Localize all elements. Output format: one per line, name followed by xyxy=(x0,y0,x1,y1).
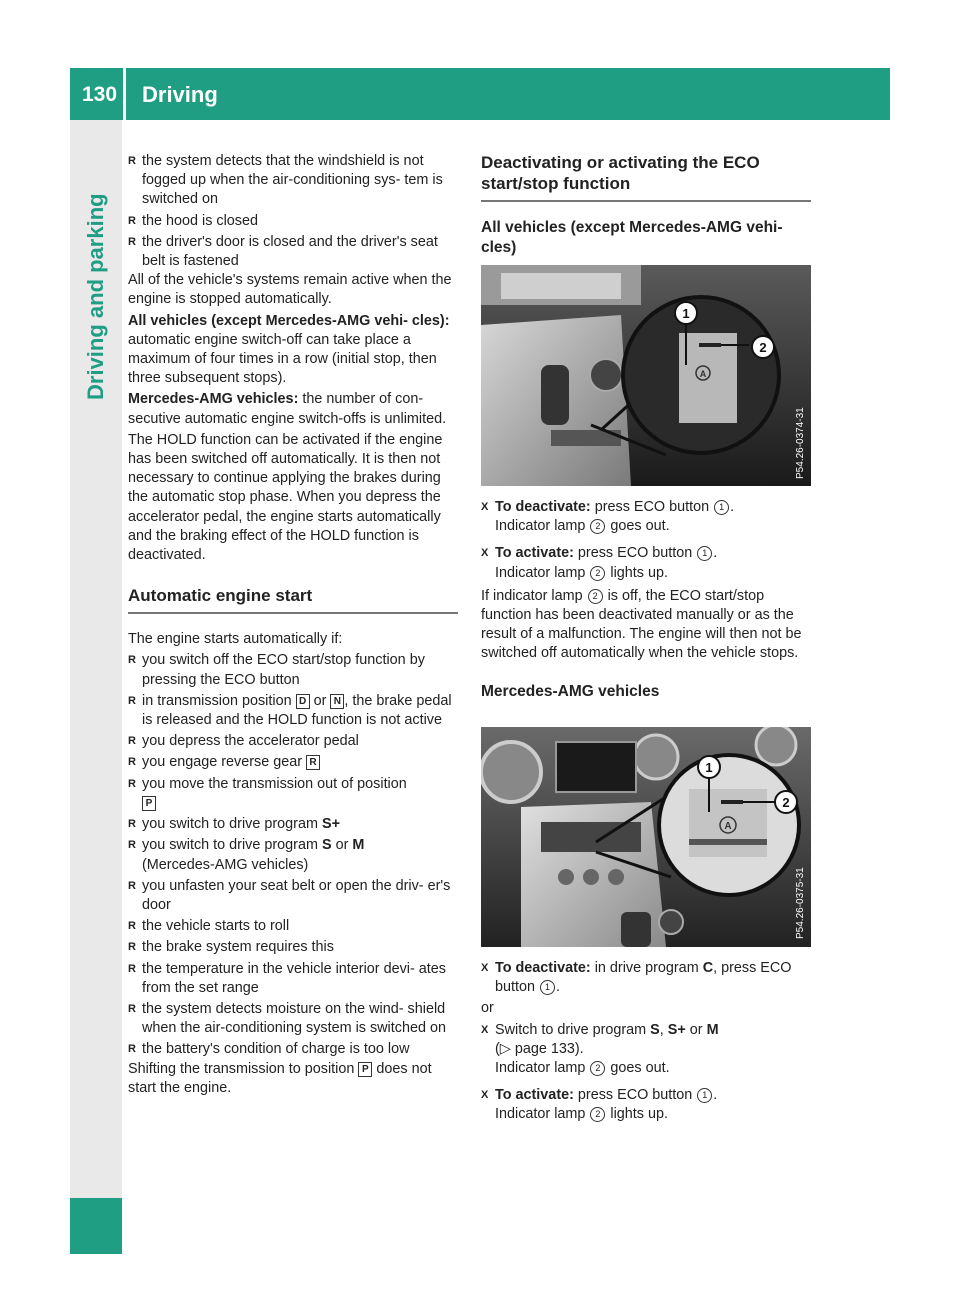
text: To activate: xyxy=(495,1087,574,1104)
console-illustration xyxy=(481,265,811,486)
header-divider xyxy=(123,68,126,120)
chapter-label: Driving and parking xyxy=(83,193,108,400)
paragraph: The engine starts automatically if: xyxy=(128,631,343,648)
callout-2-icon: 2 xyxy=(588,589,603,604)
step-switch xyxy=(481,1021,811,1079)
subsection-heading: All vehicles (except Mercedes-AMG vehi- cles) xyxy=(481,219,783,256)
right-column xyxy=(481,152,811,258)
page-reference[interactable]: (▷ page 133). xyxy=(495,1040,584,1057)
text: in drive program xyxy=(590,960,703,976)
text: lights up. xyxy=(606,564,668,581)
callout-1: 1 xyxy=(705,760,713,775)
text: you engage reverse gear xyxy=(142,754,307,771)
callout-1-icon: 1 xyxy=(714,500,729,515)
chapter-tab xyxy=(70,1198,122,1254)
list-item xyxy=(128,815,458,834)
callout-2-icon: 2 xyxy=(590,519,605,534)
text: you switch off the ECO start/stop function by pressing the ECO button xyxy=(142,652,425,688)
text: automatic engine switch-off can take place a maximum of four times in a row (initial stop, then three subsequent stops). xyxy=(128,331,437,387)
callout-a: A xyxy=(724,821,732,832)
list-item: R the system detects moisture on the wind- shield when the air-conditioning system is switched on xyxy=(128,1000,458,1038)
text: , xyxy=(659,1021,668,1038)
callout-1-icon: 1 xyxy=(697,546,712,561)
list-item: R the system detects that the windshield is not fogged up when the air-conditioning sys- tem is switched on xyxy=(128,152,458,210)
callout-2-icon: 2 xyxy=(590,566,605,581)
list-item xyxy=(128,692,458,730)
eco-button-figure-amg xyxy=(481,727,811,947)
paragraph: The HOLD function can be activated if the engine has been switched off automatically. It is then not necessary to continue applying the brakes during the automatic stop phase. When you depress the accelerator pedal, the engine starts automatically and the braking effect of the HOLD function is deactivated. xyxy=(128,431,443,564)
paragraph xyxy=(481,587,811,664)
page-number: 130 xyxy=(82,83,118,106)
list-item xyxy=(128,753,458,772)
text: S+ xyxy=(321,816,340,833)
gear-d-icon: D xyxy=(296,694,310,709)
paragraph: or xyxy=(481,1000,494,1017)
gear-p-icon: P xyxy=(358,1062,372,1077)
steps-standard xyxy=(481,498,811,702)
callout-1: 1 xyxy=(682,306,690,321)
gear-n-icon: N xyxy=(330,694,344,709)
text: press ECO button xyxy=(573,1087,697,1104)
page-title: Driving xyxy=(142,82,218,107)
paragraph: All of the vehicle's systems remain active when the engine is stopped automatically. xyxy=(128,272,452,308)
text: in transmission position xyxy=(142,692,296,709)
console-illustration-amg xyxy=(481,727,811,947)
paragraph xyxy=(128,390,458,428)
callout-2-icon: 2 xyxy=(590,1061,605,1076)
paragraph xyxy=(128,1060,458,1098)
left-column xyxy=(128,152,458,1098)
text: S xyxy=(650,1021,660,1038)
text: Indicator lamp xyxy=(495,1106,590,1123)
text: does not start the engine. xyxy=(128,1060,432,1096)
figure-code: P54.26-0375-31 xyxy=(795,867,806,939)
list-item xyxy=(128,836,458,874)
list-item: R the vehicle starts to roll xyxy=(128,917,458,936)
text: If indicator lamp xyxy=(481,587,587,604)
text: Indicator lamp xyxy=(495,518,590,535)
section-heading: Deactivating or activating the ECO start/stop function xyxy=(481,152,811,202)
text: goes out. xyxy=(606,518,670,535)
eco-button-figure-standard xyxy=(481,265,811,486)
text: or xyxy=(331,837,353,854)
section-heading: Automatic engine start xyxy=(128,585,458,614)
text: is off, the ECO start/stop function has been deactivated manually or as the result of a malfunction. The engine will then not be switched off automatically when the vehicle stops. xyxy=(481,587,802,662)
text: To deactivate: xyxy=(495,499,591,515)
callout-2: 2 xyxy=(759,340,767,355)
text: S xyxy=(321,837,332,854)
text: Indicator lamp xyxy=(495,564,590,581)
text: (Mercedes-AMG vehicles) xyxy=(142,856,309,873)
step-activate: X To activate: press ECO button 1 . Indicator lamp 2 lights up. xyxy=(481,1086,811,1124)
text: C xyxy=(702,960,714,976)
steps-amg xyxy=(481,959,811,1125)
gear-p-icon: P xyxy=(142,796,156,811)
list-item: R the brake system requires this xyxy=(128,938,458,957)
gear-r-icon: R xyxy=(306,755,320,770)
text: the number of con- secutive automatic engine switch-offs is unlimited. xyxy=(128,391,447,427)
text: Shifting the transmission to position xyxy=(128,1060,359,1077)
text: press ECO button xyxy=(573,545,697,562)
text: To activate: xyxy=(495,545,574,562)
text: you switch to drive program xyxy=(142,837,322,854)
text: M xyxy=(352,837,365,854)
text: you switch to drive program xyxy=(142,816,322,833)
callout-2-icon: 2 xyxy=(590,1107,605,1122)
step-activate: X To activate: press ECO button 1 . Indicator lamp 2 lights up. xyxy=(481,544,811,582)
text: you move the transmission out of position xyxy=(142,775,407,792)
callout-1-icon: 1 xyxy=(540,980,555,995)
text: , the brake pedal is released and the HOLD function is not active xyxy=(142,692,452,729)
bold-lead: All vehicles (except Mercedes-AMG vehi- cles): xyxy=(128,312,450,329)
text: To deactivate: xyxy=(495,960,591,976)
text: Indicator lamp xyxy=(495,1060,590,1077)
list-item: R the driver's door is closed and the driver's seat belt is fastened xyxy=(128,233,458,271)
list-item: R the hood is closed xyxy=(128,212,458,231)
text: or xyxy=(309,692,331,709)
text: , press ECO button xyxy=(495,960,792,996)
text: S+ xyxy=(667,1021,686,1038)
bold-lead: Mercedes-AMG vehicles: xyxy=(128,391,299,408)
list-item: R the temperature in the vehicle interior devi- ates from the set range xyxy=(128,960,458,998)
paragraph xyxy=(128,312,458,389)
text: goes out. xyxy=(606,1060,670,1077)
list-item: R you unfasten your seat belt or open the driv- er's door xyxy=(128,877,458,915)
callout-1-icon: 1 xyxy=(697,1088,712,1103)
text: Switch to drive program xyxy=(495,1021,651,1038)
list-item: R you depress the accelerator pedal xyxy=(128,732,458,751)
list-item: R the battery's condition of charge is too low xyxy=(128,1040,458,1059)
text: press ECO button xyxy=(590,499,714,515)
step-deactivate: X To deactivate: in drive program C, press ECO button 1 . xyxy=(481,959,811,997)
text: or xyxy=(685,1021,707,1038)
step-deactivate: X To deactivate: press ECO button 1 . Indicator lamp 2 goes out. xyxy=(481,498,811,536)
list-item xyxy=(128,775,458,813)
subsection-heading: Mercedes-AMG vehicles xyxy=(481,682,660,700)
text: M xyxy=(706,1021,719,1038)
callout-2: 2 xyxy=(782,795,790,810)
text: lights up. xyxy=(606,1106,668,1123)
list-item xyxy=(128,651,458,689)
callout-a: A xyxy=(699,369,707,379)
figure-code: P54.26-0374-31 xyxy=(795,407,806,479)
